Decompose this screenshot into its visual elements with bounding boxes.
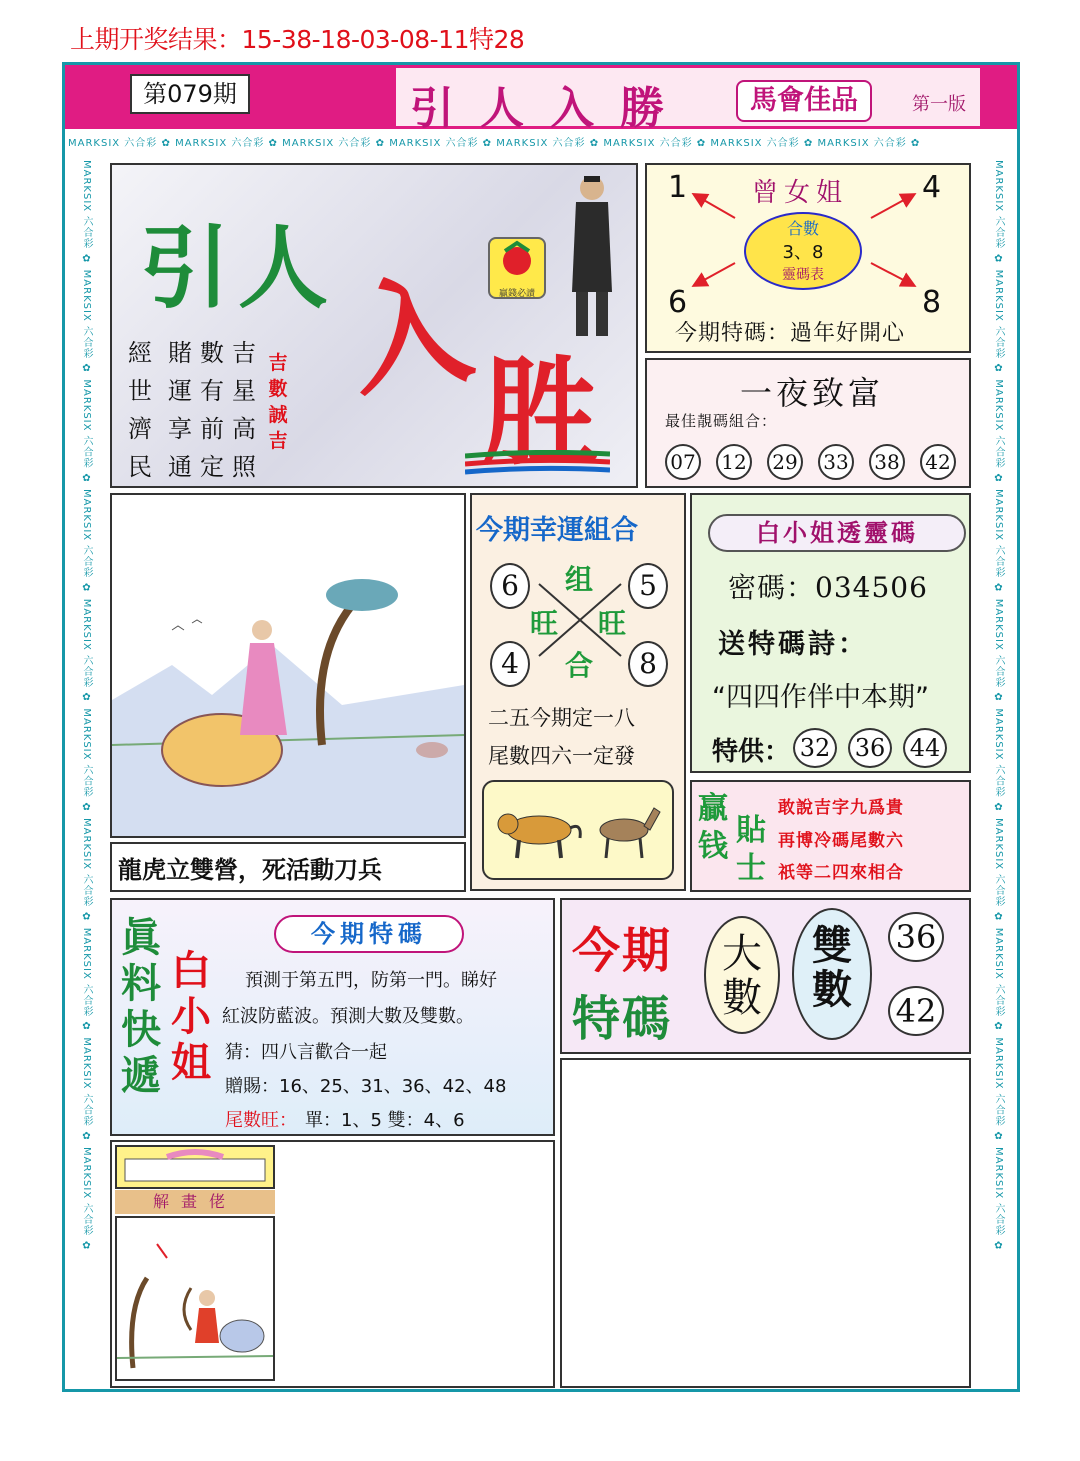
panel8-tail-label: 尾數旺： bbox=[225, 1110, 297, 1131]
combo-number: 5 bbox=[628, 563, 668, 609]
panel9-oval-double: 雙數 bbox=[792, 908, 872, 1040]
panel3-title: 一夜致富 bbox=[740, 374, 885, 412]
border-text: MARKSIX 六合彩 bbox=[993, 708, 1004, 798]
number-ball: 12 bbox=[716, 444, 752, 480]
border-text-top: MARKSIX 六合彩 ✿ MARKSIX 六合彩 ✿ MARKSIX 六合彩 ✿ MARKSIX 六合彩 ✿ MARKSIX 六合彩 ✿ MARKSIX 六合彩 ✿ MARKSIX 六合彩 ✿ MARKSIX 六合彩 ✿ bbox=[68, 138, 921, 149]
border-text: MARKSIX 六合彩 bbox=[81, 598, 92, 688]
panel7-big-left: 贏钱 bbox=[698, 791, 728, 864]
panel6-pill: 白小姐透靈碼 bbox=[708, 514, 966, 552]
poem-column: 數有前定 bbox=[200, 339, 224, 481]
border-text: MARKSIX 六合彩 bbox=[389, 138, 479, 149]
panel8-gift: 贈賜：16、25、31、36、42、48 bbox=[225, 1076, 507, 1097]
combo-number: 8 bbox=[628, 641, 668, 687]
panel5-line2: 尾數四六一定發 bbox=[488, 744, 635, 768]
last-draw-result: 上期开奖结果：15-38-18-03-08-11特28 bbox=[70, 25, 525, 54]
panel2-corner-number: 1 bbox=[668, 170, 688, 205]
panel8-tail-value: 單：1、5 雙：4、6 bbox=[305, 1110, 465, 1131]
combo-center-bottom: 合 bbox=[565, 649, 594, 682]
man-figure-icon bbox=[562, 172, 622, 342]
edition-label: 第一版 bbox=[912, 94, 966, 115]
lucky-column: 吉數誠吉 bbox=[268, 352, 288, 452]
panel8-text: 紅波防藍波。預測大數及雙數。 bbox=[222, 1006, 474, 1027]
panel9-number: 36 bbox=[888, 912, 944, 962]
border-text: MARKSIX 六合彩 bbox=[81, 269, 92, 359]
special-number: 44 bbox=[903, 728, 947, 768]
panel2-oval-value: 3、8 bbox=[782, 242, 824, 263]
panel1-title-ru: 入 bbox=[342, 259, 481, 414]
border-text: MARKSIX 六合彩 bbox=[81, 927, 92, 1018]
combo-center-right: 旺 bbox=[598, 607, 627, 640]
special-number: 32 bbox=[793, 728, 837, 768]
panel3-subtitle: 最佳靚碼組合： bbox=[665, 412, 778, 430]
panel2-oval-label: 合數 bbox=[786, 219, 819, 238]
panel6-code: 密碼：034506 bbox=[728, 571, 928, 604]
combo-center-left: 旺 bbox=[530, 607, 559, 640]
panel2-corner-number: 8 bbox=[922, 285, 942, 320]
panel8-guess: 猜：四八言歡合一起 bbox=[225, 1042, 387, 1063]
panel8-big-green: 眞料快遞 bbox=[121, 915, 161, 1099]
panel8-text: 預測于第五門，防第一門。睇好 bbox=[245, 970, 497, 991]
border-text: MARKSIX 六合彩 bbox=[993, 927, 1004, 1018]
panel4-caption: 龍虎立雙營，死活動刀兵 bbox=[118, 856, 382, 884]
panel7-line: 敢說吉字九爲貴 bbox=[778, 798, 904, 818]
header-title: 引人入勝 bbox=[410, 83, 690, 134]
puzzle-label: 解畫佬 bbox=[115, 1190, 275, 1214]
border-text: MARKSIX 六合彩 bbox=[993, 1037, 1004, 1127]
border-text: MARKSIX 六合彩 bbox=[993, 598, 1004, 688]
border-text: MARKSIX 六合彩 bbox=[68, 138, 158, 149]
panel2-special-line: 今期特碼：過年好開心 bbox=[675, 321, 906, 346]
border-text: MARKSIX 六合彩 bbox=[993, 160, 1004, 250]
border-text-right: MARKSIX 六合彩 ✿ MARKSIX 六合彩 ✿ MARKSIX 六合彩 ✿ MARKSIX 六合彩 ✿ MARKSIX 六合彩 ✿ MARKSIX 六合彩 ✿ MARKSIX 六合彩 ✿ MARKSIX 六合彩 ✿ MARKSIX 六合彩 ✿ MARKSIX 六合彩 ✿ bbox=[993, 160, 1004, 1253]
panel5-line1: 二五今期定一八 bbox=[488, 706, 635, 730]
brand-badge: 馬會佳品 bbox=[736, 80, 872, 122]
panel7-big-right: 貼士 bbox=[736, 813, 766, 886]
panel6-verse: “四四作伴中本期” bbox=[712, 682, 929, 713]
border-text: MARKSIX 六合彩 bbox=[175, 138, 265, 149]
border-text: MARKSIX 六合彩 bbox=[496, 138, 586, 149]
animal-box bbox=[482, 780, 674, 880]
border-text: MARKSIX 六合彩 bbox=[993, 818, 1004, 908]
special-number: 36 bbox=[848, 728, 892, 768]
panel9-oval-big: 大數 bbox=[704, 916, 780, 1034]
panel7-line: 再博冷碼尾數六 bbox=[778, 831, 904, 851]
border-text: MARKSIX 六合彩 bbox=[993, 379, 1004, 469]
panel1-title-sheng: 胜 bbox=[482, 346, 598, 481]
poem-column: 賭運享通 bbox=[168, 339, 192, 481]
panel1-title-left: 引人 bbox=[140, 216, 336, 321]
number-ball: 29 bbox=[767, 444, 803, 480]
panel9-number: 42 bbox=[888, 986, 944, 1036]
border-text: MARKSIX 六合彩 bbox=[81, 160, 92, 250]
panel2-name: 曾女姐 bbox=[752, 178, 849, 208]
issue-number: 第079期 bbox=[130, 74, 250, 114]
border-text: MARKSIX 六合彩 bbox=[81, 379, 92, 469]
poem-column: 吉星高照 bbox=[232, 339, 256, 481]
number-ball: 07 bbox=[665, 444, 701, 480]
combo-number: 6 bbox=[490, 563, 530, 609]
panel9-big-bottom: 特碼 bbox=[572, 991, 673, 1047]
panel5-title: 今期幸運組合 bbox=[476, 515, 638, 546]
number-ball: 42 bbox=[920, 444, 956, 480]
panel-empty bbox=[560, 1058, 971, 1388]
border-text: MARKSIX 六合彩 bbox=[81, 1147, 92, 1237]
panel-illustration bbox=[110, 493, 466, 838]
decorative-stripes bbox=[465, 450, 610, 478]
border-text: MARKSIX 六合彩 bbox=[993, 489, 1004, 579]
tiger-icon bbox=[498, 814, 580, 858]
number-ball: 33 bbox=[818, 444, 854, 480]
border-text: MARKSIX 六合彩 bbox=[603, 138, 693, 149]
panel8-pill: 今期特碼 bbox=[274, 915, 464, 953]
panel9-big-top: 今期 bbox=[572, 923, 673, 979]
border-text: MARKSIX 六合彩 bbox=[81, 489, 92, 579]
poem-column: 經世濟民 bbox=[128, 339, 152, 481]
panel6-verse-label: 送特碼詩： bbox=[718, 629, 868, 660]
logo-caption: 贏錢必讀 bbox=[498, 289, 535, 299]
border-text: MARKSIX 六合彩 bbox=[81, 818, 92, 908]
panel2-corner-number: 6 bbox=[668, 285, 688, 320]
border-text: MARKSIX 六合彩 bbox=[993, 269, 1004, 359]
border-text: MARKSIX 六合彩 bbox=[993, 1147, 1004, 1237]
combo-number: 4 bbox=[490, 641, 530, 687]
panel2-oval-sub: 靈碼表 bbox=[782, 267, 824, 283]
border-text-left: MARKSIX 六合彩 ✿ MARKSIX 六合彩 ✿ MARKSIX 六合彩 ✿ MARKSIX 六合彩 ✿ MARKSIX 六合彩 ✿ MARKSIX 六合彩 ✿ MARKSIX 六合彩 ✿ MARKSIX 六合彩 ✿ MARKSIX 六合彩 ✿ MARKSIX 六合彩 ✿ bbox=[81, 160, 92, 1253]
panel6-special-label: 特供： bbox=[712, 737, 791, 767]
lady-painting-icon bbox=[112, 495, 464, 836]
panel2-corner-number: 4 bbox=[922, 170, 942, 205]
border-text: MARKSIX 六合彩 bbox=[710, 138, 800, 149]
panel8-big-red: 白小姐 bbox=[171, 948, 211, 1086]
puzzle-header-graphic bbox=[115, 1145, 275, 1189]
border-text: MARKSIX 六合彩 bbox=[81, 1037, 92, 1127]
panel7-line: 祇等二四來相合 bbox=[778, 863, 904, 883]
border-text: MARKSIX 六合彩 bbox=[282, 138, 372, 149]
horse-icon bbox=[600, 808, 660, 858]
combo-center-top: 组 bbox=[565, 563, 594, 596]
number-ball: 38 bbox=[869, 444, 905, 480]
archer-painting-icon bbox=[115, 1216, 275, 1381]
panel2-arrows bbox=[645, 163, 971, 313]
border-text: MARKSIX 六合彩 bbox=[817, 138, 907, 149]
border-text: MARKSIX 六合彩 bbox=[81, 708, 92, 798]
